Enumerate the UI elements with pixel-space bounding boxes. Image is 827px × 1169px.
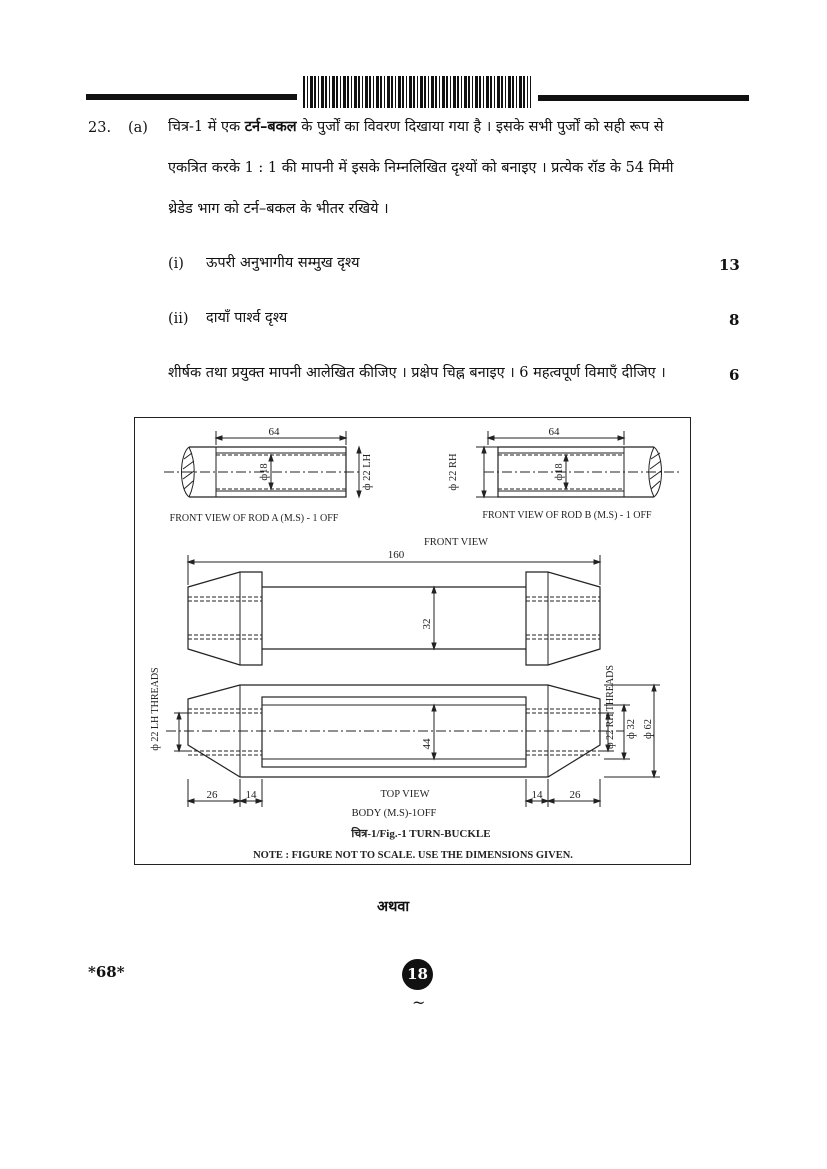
turn-buckle-drawing — [134, 417, 691, 865]
item-text-i: ऊपरी अनुभागीय सम्मुख दृश्य — [206, 255, 360, 271]
rod-b-drawing — [476, 431, 679, 497]
top-view-label: TOP VIEW — [380, 789, 430, 800]
header-rule-right — [538, 95, 749, 101]
question-part: (a) — [128, 120, 148, 136]
rod-b-length: 64 — [548, 426, 560, 438]
rod-b-inner-dia: ф18 — [554, 463, 565, 481]
right-thread-label: ф 22 RH THREADS — [605, 665, 616, 749]
body-dim: 32 — [421, 618, 433, 630]
question-line-1-bold: टर्न–बकल — [244, 118, 297, 135]
dia-32-label: ф 32 — [626, 719, 637, 739]
question-line-1 — [168, 120, 664, 135]
front-view-drawing — [188, 555, 600, 665]
figure-title: चित्र-1/Fig.-1 TURN-BUCKLE — [351, 828, 491, 840]
item-marks-ii: 8 — [729, 311, 740, 329]
dim-14-right: 14 — [531, 789, 543, 801]
footer-tilde: ~ — [412, 993, 426, 1012]
dia-62-label: ф 62 — [643, 719, 654, 739]
item-label-ii: (ii) — [168, 311, 189, 327]
question-footer-marks: 6 — [729, 366, 740, 384]
question-line-1-a: चित्र-1 में एक — [168, 119, 245, 135]
dim-26-left: 26 — [206, 789, 218, 801]
left-thread-label: ф 22 LH THREADS — [150, 667, 161, 751]
header-rule-left — [86, 94, 297, 100]
body-label: BODY (M.S)-1OFF — [351, 808, 437, 819]
dim-14-left: 14 — [245, 789, 257, 801]
item-marks-i: 13 — [719, 256, 740, 274]
rod-a-inner-dia: ф18 — [259, 463, 270, 481]
barcode — [303, 76, 531, 108]
rod-a-caption: FRONT VIEW OF ROD A (M.S) - 1 OFF — [169, 513, 339, 524]
question-number: 23. — [88, 120, 112, 136]
item-text-ii: दायाँ पार्श्व दृश्य — [206, 310, 288, 326]
question-line-1-b: के पुर्जों का विवरण दिखाया गया है । इसके सभी पुर्जों को सही रूप से — [296, 119, 664, 135]
athva-label: अथवा — [377, 898, 410, 915]
rod-a-outer-dia: ф 22 LH — [362, 453, 373, 491]
figure-note: NOTE : FIGURE NOT TO SCALE. USE THE DIMENSIONS GIVEN. — [253, 850, 573, 861]
overall-length-dim: 160 — [387, 549, 405, 561]
question-line-2: एकत्रित करके 1 : 1 की मापनी में इसके निम्नलिखित दृश्यों को बनाइए । प्रत्येक रॉड के 54 मिमी — [168, 160, 674, 176]
question-line-3: थ्रेडेड भाग को टर्न–बकल के भीतर रखिये । — [168, 201, 389, 217]
page-number: 18 — [402, 959, 433, 990]
question-footer-text: शीर्षक तथा प्रयुक्त मापनी आलेखित कीजिए । प्रक्षेप चिह्न बनाइए । 6 महत्वपूर्ण विमाएँ दीजिए । — [168, 365, 666, 381]
item-label-i: (i) — [168, 256, 184, 272]
rod-b-outer-dia: ф 22 RH — [448, 453, 459, 491]
exam-code: *68* — [88, 963, 125, 981]
inner-dim: 44 — [421, 738, 433, 750]
front-view-label: FRONT VIEW — [423, 537, 489, 548]
rod-b-caption: FRONT VIEW OF ROD B (M.S) - 1 OFF — [482, 510, 652, 521]
dim-26-right: 26 — [569, 789, 581, 801]
rod-a-length: 64 — [268, 426, 280, 438]
